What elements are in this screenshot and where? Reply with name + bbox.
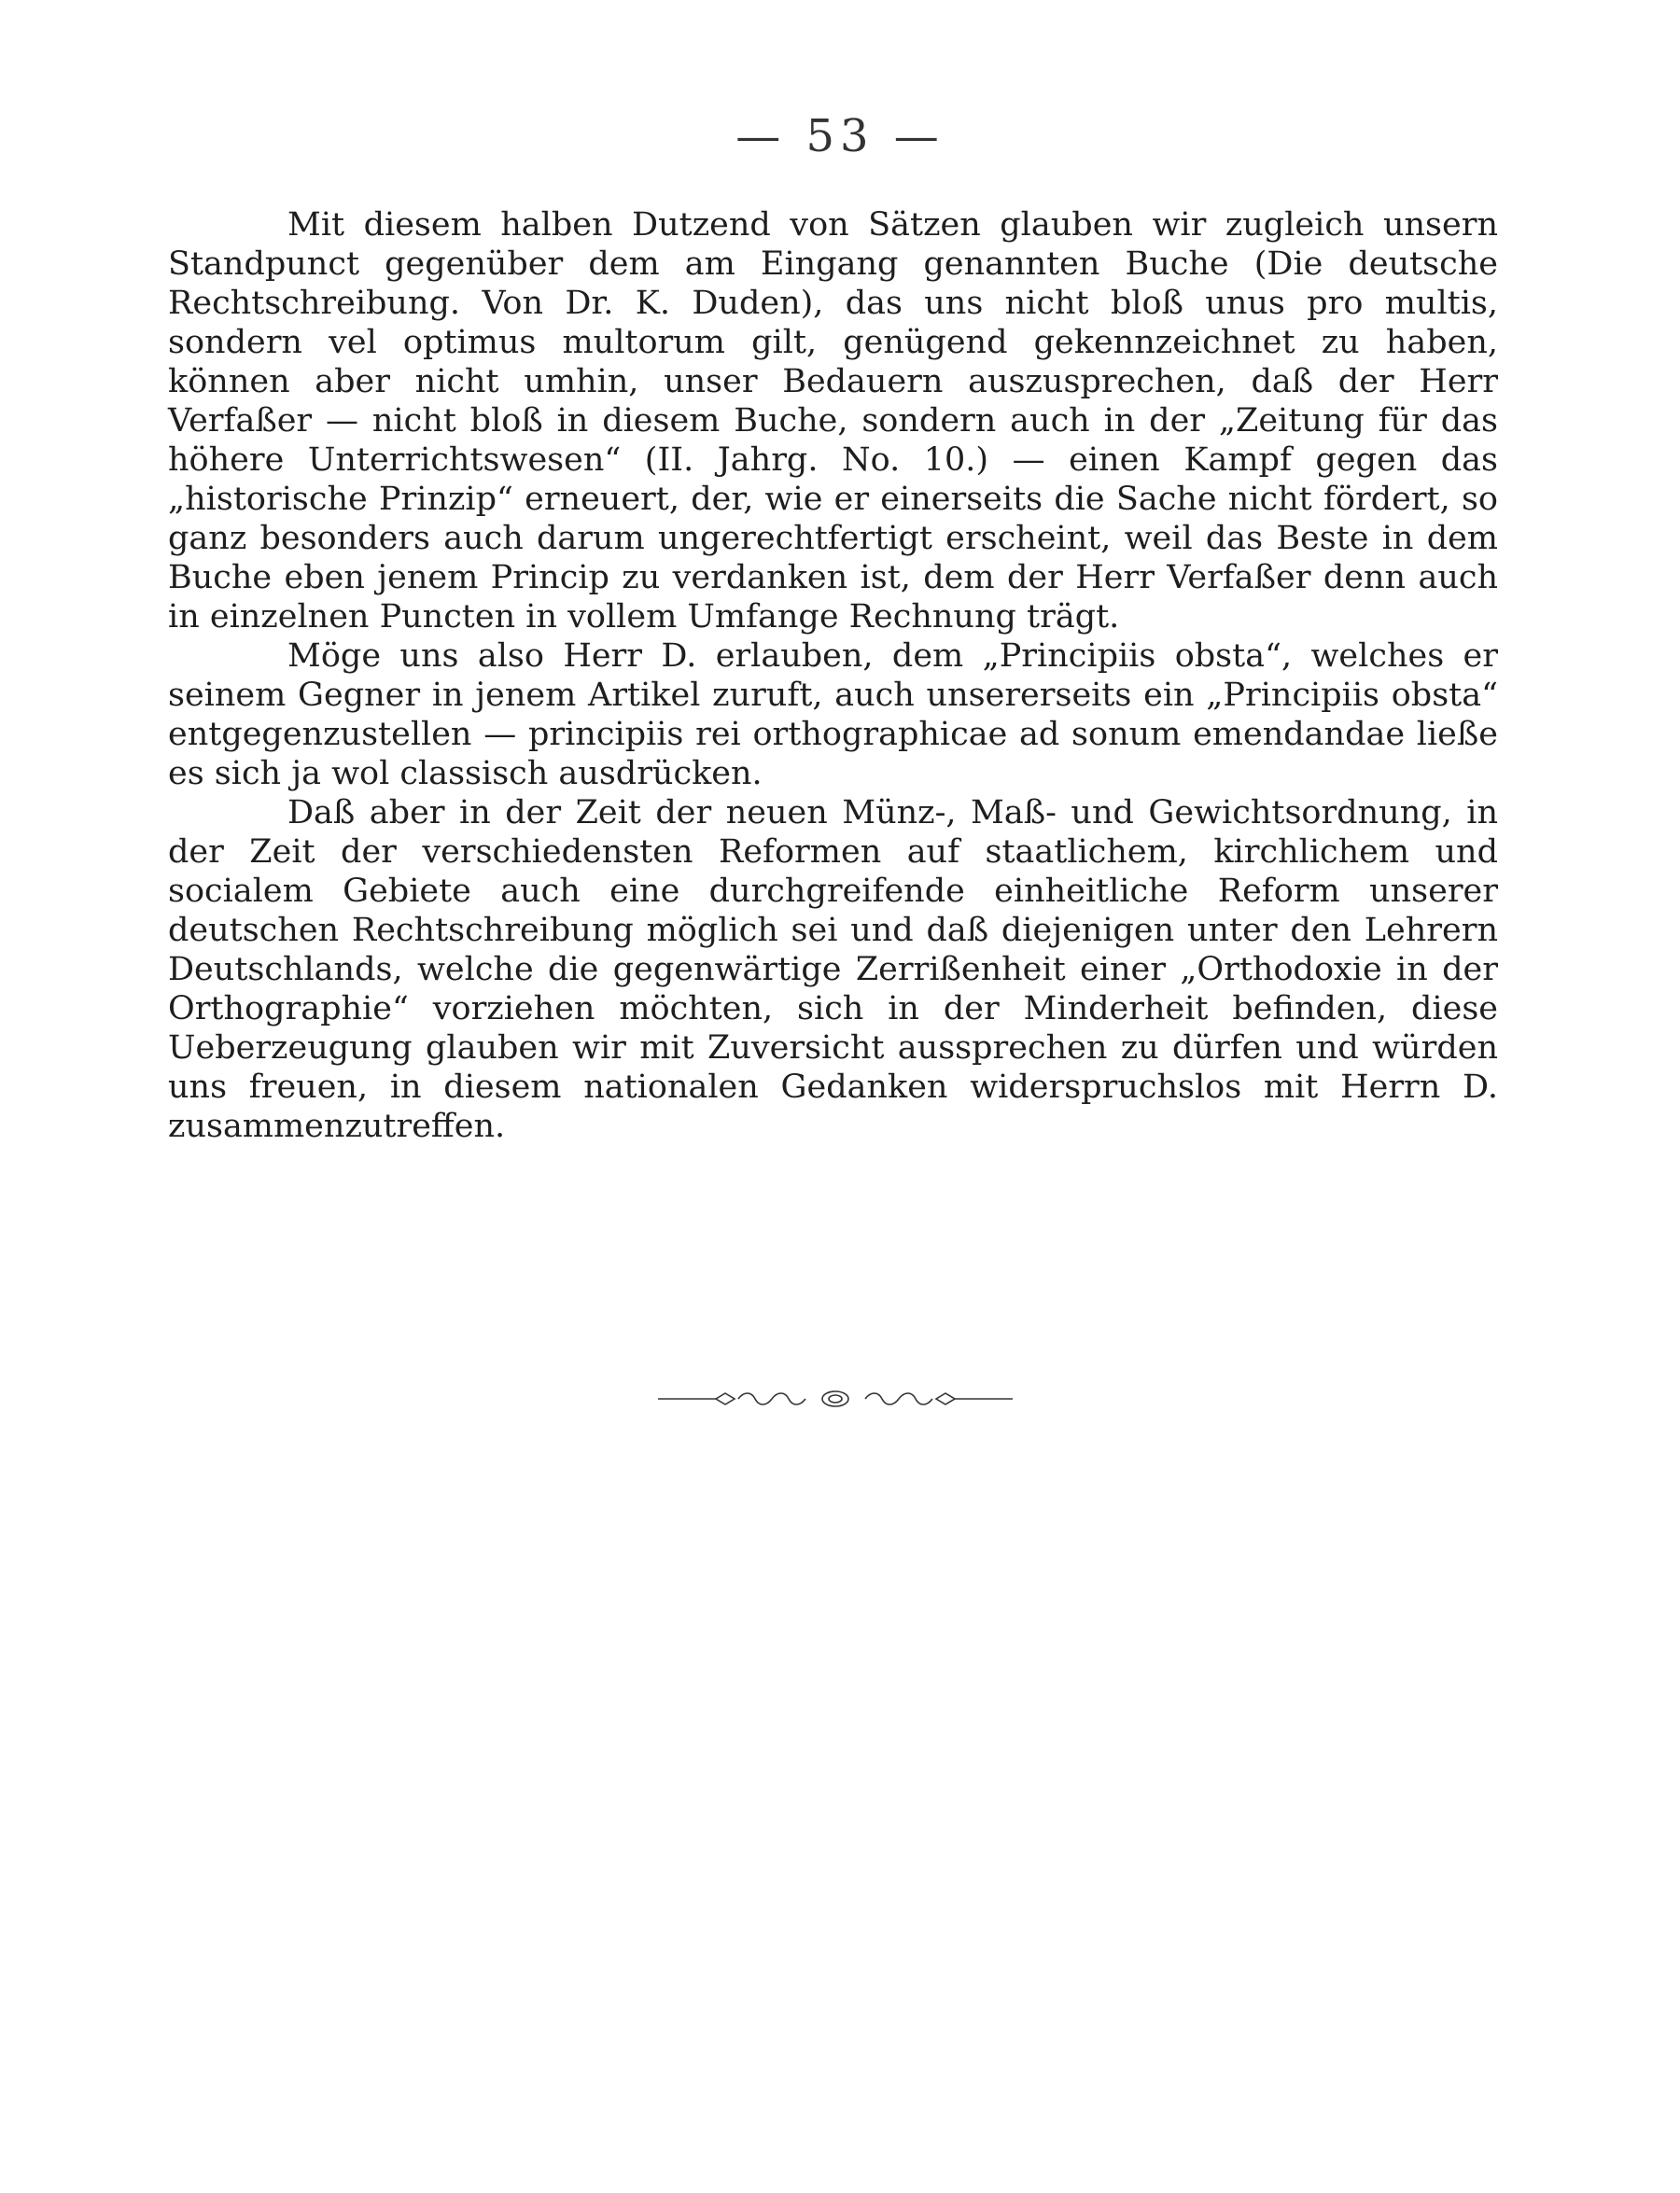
paragraph-3: Daß aber in der Zeit der neuen Münz-, Maß- und Gewichtsordnung, in der Zeit der verschiedensten Reformen auf staatlichem, kirchlichem und socialem Gebiete auch eine durchgreifende einheitliche Reform unserer deutschen Rechtschreibung möglich sei und daß diejenigen unter den Lehrern Deutschlands, welche die gegenwärtige Zerrißenheit einer „Orthodoxie in der Orthographie“ vorziehen möchten, sich in der Minderheit befinden, diese Ueberzeugung glauben wir mit Zuversicht aussprechen zu dürfen und würden uns freuen, in diesem nationalen Gedanken widerspruchslos mit Herrn D. zusammenzutreffen.	[168, 794, 1498, 1145]
body-text	[168, 205, 1498, 1146]
page-number: — 53 —	[735, 110, 945, 162]
paragraph-2: Möge uns also Herr D. erlauben, dem „Principiis obsta“, welches er seinem Gegner in jenem Artikel zuruft, auch unsererseits ein „Principiis obsta“ entgegenzustellen — principiis rei orthographicae ad sonum emendandae ließe es sich ja wol classisch ausdrücken.	[168, 637, 1498, 792]
decorative-flourish-icon	[658, 1389, 1013, 1409]
paragraph-1: Mit diesem halben Dutzend von Sätzen glauben wir zugleich unsern Standpunct gegenüber dem am Eingang genannten Buche (Die deutsche Rechtschreibung. Von Dr. K. Duden), das uns nicht bloß unus pro multis, sondern vel optimus multorum gilt, genügend gekennzeichnet zu haben, können aber nicht umhin, unser Bedauern auszusprechen, daß der Herr Verfaßer — nicht bloß in diesem Buche, sondern auch in der „Zeitung für das höhere Unterrichtswesen“ (II. Jahrg. No. 10.) — einen Kampf gegen das „historische Prinzip“ erneuert, der, wie er einerseits die Sache nicht fördert, so ganz besonders auch darum ungerechtfertigt erscheint, weil das Beste in dem Buche eben jenem Princip zu verdanken ist, dem der Herr Verfaßer denn auch in einzelnen Puncten in vollem Umfange Rechnung trägt.	[168, 206, 1498, 636]
